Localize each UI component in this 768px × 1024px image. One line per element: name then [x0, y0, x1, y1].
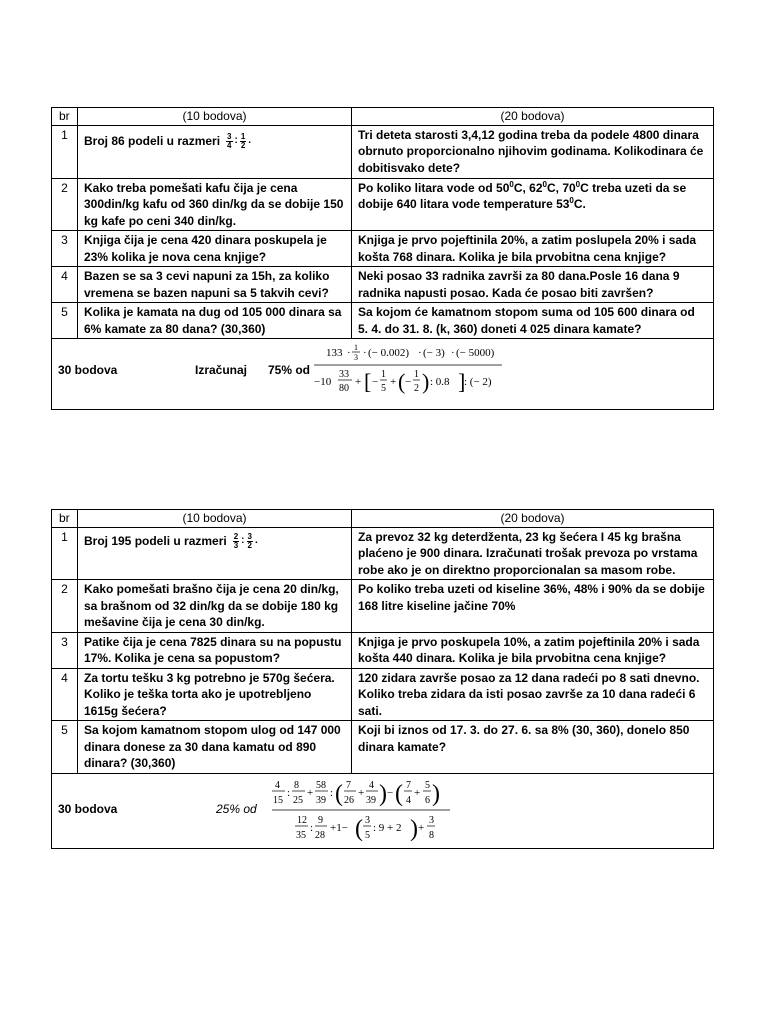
- formula-number: 3: [354, 353, 358, 362]
- svg-text:·: ·: [451, 347, 455, 359]
- formula-number: +1−: [330, 821, 348, 834]
- formula-number: : (− 2): [464, 376, 492, 388]
- formula-expression: [314, 343, 504, 403]
- task-20: [352, 178, 714, 231]
- formula-number: 4: [406, 794, 411, 806]
- svg-text:(: (: [395, 780, 403, 807]
- svg-text::: :: [330, 786, 334, 799]
- formula-number: 80: [339, 383, 349, 394]
- task-10: Bazen se sa 3 cevi napuni za 15h, za koliko vremena se bazen napuni sa 5 takvih cevi?: [78, 267, 352, 303]
- svg-text:−: −: [405, 376, 412, 388]
- task-row: [52, 178, 714, 231]
- task-row: [52, 668, 714, 721]
- formula-number: 8: [294, 779, 299, 791]
- header-br: br: [52, 108, 78, 126]
- svg-text:+: +: [358, 786, 365, 799]
- formula-number: 39: [366, 794, 376, 806]
- formula-number: 39: [316, 794, 326, 806]
- task-row: [52, 267, 714, 303]
- task-10: [78, 527, 352, 580]
- header-10-points: (10 bodova): [78, 108, 352, 126]
- task-20: Knjiga je prvo pojeftinila 20%, a zatim poslupela 20% i sada košta 768 dinara. Kolika je bila prvobitna cena knjige?: [352, 231, 714, 267]
- task-20: Tri deteta starosti 3,4,12 godina treba da podele 4800 dinara obrnuto proporcionalno njihovim godinama. Kolikodinara će dobitisvako dete?: [352, 125, 714, 178]
- task-text: C, 62: [513, 180, 543, 195]
- formula-number: 1: [354, 343, 358, 352]
- formula-number: 1: [414, 369, 419, 380]
- svg-text:+: +: [307, 786, 314, 799]
- formula-number: 33: [339, 369, 349, 380]
- task-10: Kako pomešati brašno čija je cena 20 din/kg, sa brašnom od 32 din/kg da se dobije 180 kg mešavine čija je cena 30 din/kg.: [78, 580, 352, 633]
- svg-text:): ): [432, 780, 440, 807]
- percent-label: 75% od: [268, 363, 311, 377]
- degree-mark: 0: [509, 179, 514, 189]
- formula-number: 15: [273, 794, 283, 806]
- exam-table-1: [51, 107, 714, 410]
- task-text: C treba uzeti da se dobije 640 litara vode temperature 53: [358, 180, 687, 211]
- svg-text:(: (: [355, 815, 363, 842]
- formula-number: (− 3): [423, 347, 445, 359]
- task-20: 120 zidara završe posao za 12 dana radeći po 8 sati dnevno. Koliko treba zidara da isti posao završe za 10 dana radeći 6 sati.: [352, 668, 714, 721]
- points-label: 30 bodova: [58, 801, 118, 816]
- ratio-denominator: 4: [227, 140, 232, 150]
- degree-mark: 0: [575, 179, 581, 189]
- task-number: 1: [52, 125, 78, 178]
- task-row: [52, 527, 714, 580]
- task-20: Po koliko treba uzeti od kiseline 36%, 48% i 90% da se dobije 168 litre kiseline jačine 70%: [352, 580, 714, 633]
- formula-number: 4: [369, 779, 374, 791]
- task-20: Knjiga je prvo poskupela 10%, a zatim pojeftinila 20% i sada košta 440 dinara. Kolika je bila prvobitna cena knjige?: [352, 632, 714, 668]
- svg-text:+: +: [418, 821, 425, 834]
- header-row: [52, 510, 714, 528]
- header-20-points: (20 bodova): [352, 510, 714, 528]
- task-10: Patike čija je cena 7825 dinara su na popustu 17%. Kolika je cena sa popustom?: [78, 632, 352, 668]
- svg-text::: :: [310, 821, 314, 834]
- task-number: 4: [52, 267, 78, 303]
- bottom-row: [52, 773, 714, 848]
- ratio-denominator: 2: [240, 140, 246, 150]
- task-10: Sa kojom kamatnom stopom ulog od 147 000 dinara donese za 30 dana kamatu od 890 dinara? (30,360): [78, 721, 352, 774]
- header-br: br: [52, 510, 78, 528]
- formula-number: 26: [344, 794, 354, 806]
- svg-text:[: [: [364, 369, 372, 394]
- formula-number: −10: [314, 376, 332, 388]
- svg-text:(: (: [398, 369, 406, 394]
- svg-text:·: ·: [347, 347, 351, 359]
- header-10-points: (10 bodova): [78, 510, 352, 528]
- formula-number: 9: [318, 814, 323, 826]
- ratio-expression: $\frac{2}{3}$ : $\frac{3}{2}$ .: [233, 531, 258, 550]
- task-row: [52, 632, 714, 668]
- formula-number: 12: [297, 814, 307, 826]
- formula-number: 133: [326, 347, 343, 359]
- exam-table-2: [51, 509, 714, 849]
- formula-number: (− 0.002): [368, 347, 410, 359]
- formula-number: 25: [293, 794, 303, 806]
- task-row: [52, 125, 714, 178]
- task-text: Broj 86 podeli u razmeri: [84, 133, 221, 148]
- formula-number: 58: [316, 779, 326, 791]
- formula-number: 4: [275, 779, 280, 791]
- formula-number: 3: [429, 814, 434, 826]
- svg-text:]: ]: [458, 369, 466, 394]
- formula-number: 35: [296, 829, 306, 841]
- svg-text:(: (: [335, 780, 343, 807]
- svg-text:): ): [379, 780, 387, 807]
- task-number: 5: [52, 721, 78, 774]
- ratio-numerator: 2: [233, 531, 239, 541]
- svg-text:+: +: [414, 786, 421, 799]
- task-number: 3: [52, 632, 78, 668]
- task-text: Po koliko litara vode od 50: [358, 180, 510, 195]
- svg-text:+: +: [355, 376, 362, 388]
- svg-text::: :: [287, 786, 291, 799]
- header-20-points: (20 bodova): [352, 108, 714, 126]
- formula-number: 5: [425, 779, 430, 791]
- task-number: 1: [52, 527, 78, 580]
- ratio-denominator: 2: [247, 540, 252, 550]
- task-number: 4: [52, 668, 78, 721]
- ratio-numerator: 3: [227, 131, 232, 141]
- formula-number: : 0.8: [430, 376, 450, 388]
- task-row: [52, 303, 714, 339]
- task-20: Koji bi iznos od 17. 3. do 27. 6. sa 8% (30, 360), donelo 850 dinara kamate?: [352, 721, 714, 774]
- task-20: Sa kojom ćе kamatnom stopom suma od 105 600 dinara od 5. 4. do 31. 8. (k, 360) doneti 4 025 dinara kamate?: [352, 303, 714, 339]
- percent-label: 25% od: [216, 801, 257, 816]
- ratio-numerator: 1: [240, 131, 246, 141]
- task-row: [52, 580, 714, 633]
- task-10: Kako treba pomešati kafu čija je cena 300din/kg kafu od 360 din/kg da se dobije 150 kg kafe po ceni 340 din/kg.: [78, 178, 352, 231]
- formula-number: 5: [365, 829, 370, 841]
- formula-number: 3: [365, 814, 370, 826]
- ratio-denominator: 3: [233, 540, 239, 550]
- ratio-expression: $\frac{3}{4}$ : $\frac{1}{2}$ .: [227, 131, 252, 150]
- svg-text:): ): [410, 815, 418, 842]
- task-10: [78, 125, 352, 178]
- svg-text:−: −: [387, 786, 394, 799]
- task-number: 2: [52, 178, 78, 231]
- formula-number: (− 5000): [456, 347, 495, 359]
- formula-number: 5: [381, 383, 386, 394]
- formula-number: 8: [429, 829, 434, 841]
- task-text: Broj 195 podeli u razmeri: [84, 533, 227, 548]
- degree-mark: 0: [542, 179, 547, 189]
- task-row: [52, 721, 714, 774]
- formula-number: 2: [414, 383, 419, 394]
- degree-mark: 0: [569, 196, 574, 205]
- task-20: Neki posao 33 radnika završi za 80 dana.Posle 16 dana 9 radnika napusti posao. Kada će posao biti završen?: [352, 267, 714, 303]
- svg-text:·: ·: [363, 347, 367, 359]
- svg-text:+: +: [390, 376, 397, 388]
- formula-number: 28: [315, 829, 325, 841]
- task-number: 2: [52, 580, 78, 633]
- svg-text:): ): [422, 369, 430, 394]
- points-label: 30 bodova: [58, 363, 118, 377]
- svg-text:·: ·: [418, 347, 422, 359]
- formula-number: 7: [406, 779, 411, 791]
- formula-number: : 9 + 2: [373, 821, 402, 834]
- formula-number: 7: [346, 779, 351, 791]
- task-20: Za prevoz 32 kg deterdženta, 23 kg šećera I 45 kg brašna plaćeno je 900 dinara. Izračunati trošak prevoza po vrstama robe ako je on direktno proporcionalan sa masom robe.: [352, 527, 714, 580]
- task-row: [52, 231, 714, 267]
- ratio-numerator: 3: [247, 531, 252, 541]
- bottom-task: [52, 773, 714, 848]
- svg-text:−: −: [372, 376, 379, 388]
- bottom-task: [52, 339, 714, 410]
- task-text: C, 70: [546, 180, 576, 195]
- instruction-label: Izračunaj: [195, 363, 248, 377]
- task-number: 3: [52, 231, 78, 267]
- formula-number: 6: [425, 794, 430, 806]
- task-10: Za tortu tešku 3 kg potrebno je 570g šećera. Koliko je teška torta ako je upotrebljeno 1615g šećera?: [78, 668, 352, 721]
- task-text: C.: [573, 197, 586, 211]
- task-10: Knjiga čija je cena 420 dinara poskupela je 23% kolika je nova cena knjige?: [78, 231, 352, 267]
- bottom-row: [52, 339, 714, 410]
- header-row: [52, 108, 714, 126]
- task-10: Kolika je kamata na dug od 105 000 dinara sa 6% kamate za 80 dana? (30,360): [78, 303, 352, 339]
- formula-number: 1: [381, 369, 386, 380]
- formula-expression: [272, 776, 462, 846]
- task-number: 5: [52, 303, 78, 339]
